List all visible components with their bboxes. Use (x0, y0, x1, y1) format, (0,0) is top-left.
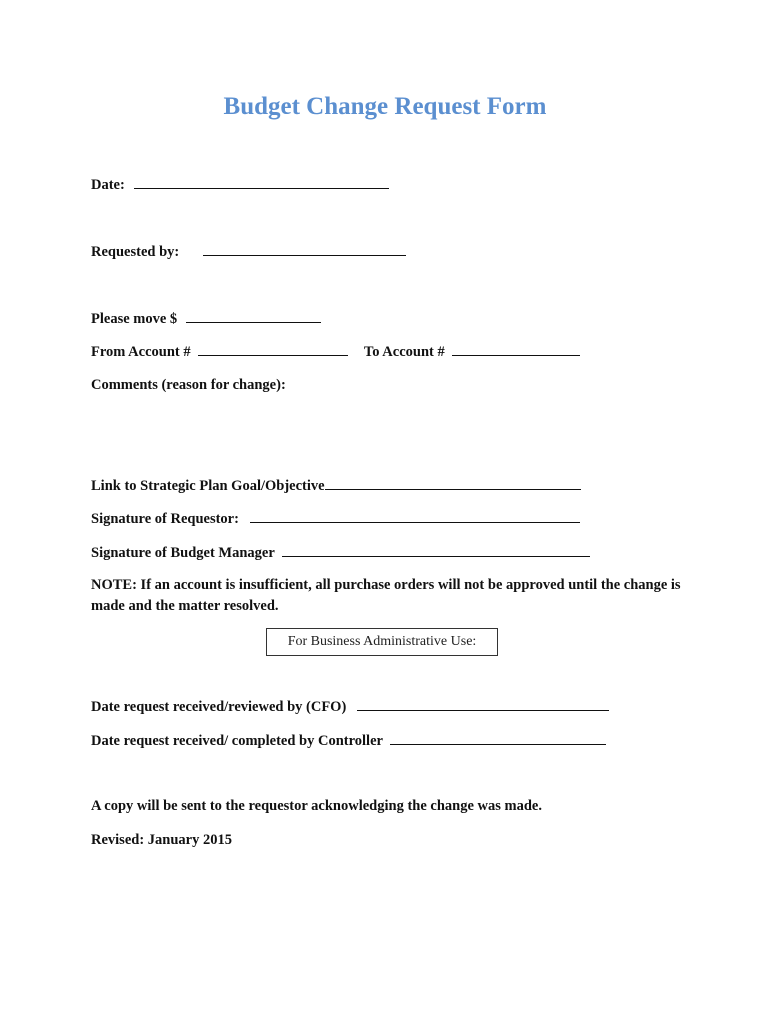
strategic-link-field[interactable] (325, 476, 581, 490)
strategic-link-label: Link to Strategic Plan Goal/Objective (91, 478, 325, 494)
please-move-label: Please move $ (91, 311, 178, 327)
controller-label: Date request received/ completed by Controller (91, 733, 383, 749)
from-account-field[interactable] (198, 342, 348, 356)
note-text: NOTE: If an account is insufficient, all purchase orders will not be approved until the change is made and the matter resolved. (91, 577, 681, 614)
amount-field[interactable] (186, 309, 321, 323)
controller-field[interactable] (390, 731, 606, 745)
requestor-signature-row (91, 509, 580, 528)
requested-by-field[interactable] (203, 242, 406, 256)
date-field[interactable] (134, 175, 389, 189)
from-account-label: From Account # (91, 344, 191, 360)
date-label: Date: (91, 177, 125, 193)
strategic-link-row (91, 476, 581, 495)
budget-manager-signature-field[interactable] (282, 543, 590, 557)
please-move-row (91, 309, 321, 328)
copy-notice: A copy will be sent to the requestor acknowledging the change was made. (91, 798, 542, 814)
budget-manager-signature-label: Signature of Budget Manager (91, 545, 275, 561)
controller-row (91, 731, 606, 750)
revised-date: Revised: January 2015 (91, 832, 232, 848)
requestor-signature-field[interactable] (250, 509, 580, 523)
requestor-signature-label: Signature of Requestor: (91, 511, 239, 527)
requested-by-row (91, 242, 406, 261)
comments-row (91, 376, 286, 394)
requested-by-label: Requested by: (91, 244, 180, 260)
accounts-row (91, 342, 580, 361)
cfo-field[interactable] (357, 697, 609, 711)
cfo-row (91, 697, 609, 716)
date-row (91, 175, 389, 194)
budget-manager-signature-row (91, 543, 590, 562)
comments-label: Comments (reason for change): (91, 377, 286, 393)
page-title: Budget Change Request Form (223, 93, 547, 120)
to-account-field[interactable] (452, 342, 580, 356)
cfo-label: Date request received/reviewed by (CFO) (91, 699, 347, 715)
to-account-label: To Account # (363, 344, 445, 360)
admin-use-box: For Business Administrative Use: (266, 628, 498, 656)
